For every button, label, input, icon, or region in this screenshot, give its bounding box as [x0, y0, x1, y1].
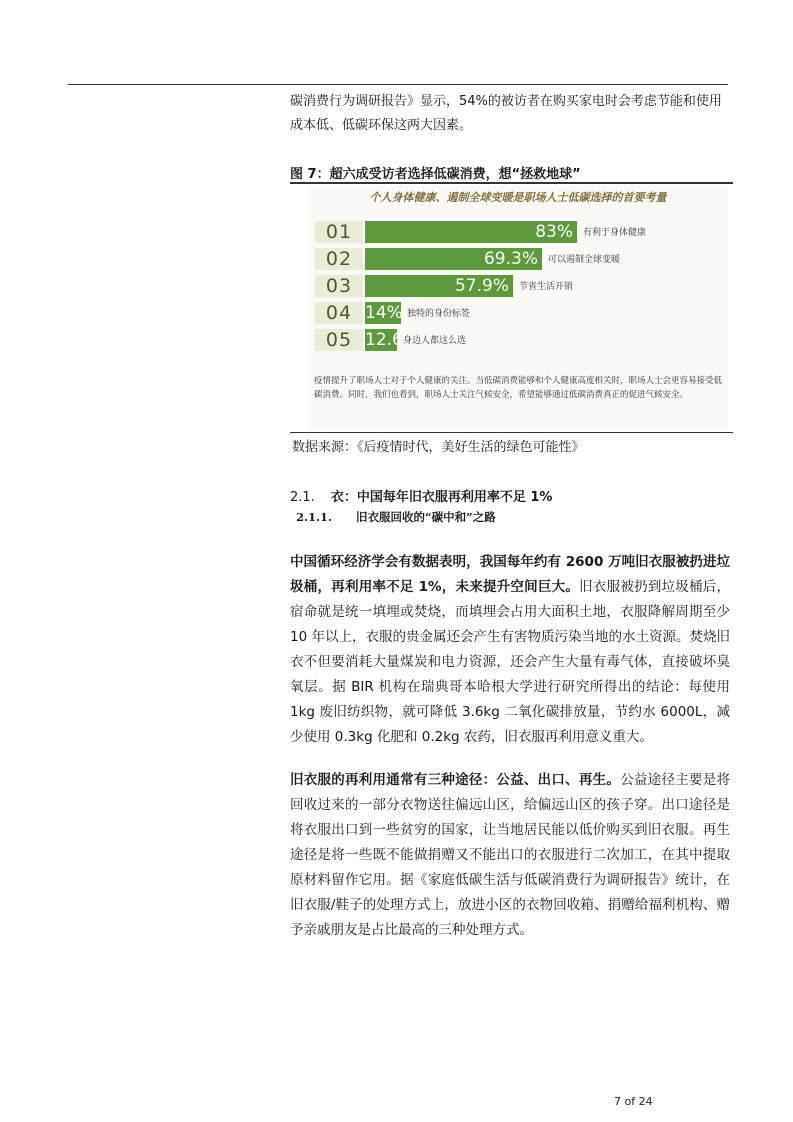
chart-category-label: 04: [315, 302, 363, 324]
figure-top-rule: [290, 182, 733, 184]
intro-paragraph: 碳消费行为调研报告》显示，54%的被访者在购买家电时会考虑节能和使用成本低、低碳环保这两大因素。: [290, 94, 722, 133]
chart-bar: 69.3%: [365, 248, 542, 270]
chart-bar-label: 有利于身体健康: [583, 228, 647, 238]
figure-source: 数据来源：《后疫情时代，美好生活的绿色可能性》: [292, 440, 585, 455]
figure-chart: [308, 186, 728, 430]
figure-bottom-rule: [290, 432, 733, 433]
body-paragraph-1: [290, 550, 730, 750]
chart-category-label: 03: [315, 275, 363, 297]
subsection-number: 2.1.1.: [296, 510, 333, 524]
chart-bar-label: 独特的身份标签: [407, 309, 471, 319]
chart-bar-label: 可以遏制全球变暖: [548, 255, 621, 265]
section-heading: [290, 486, 552, 505]
header-rule: [68, 84, 728, 85]
section-number: 2.1.: [290, 490, 315, 505]
figure-note: 疫情提升了职场人士对于个人健康的关注。当低碳消费能够和个人健康高度相关时，职场人士会更容易接受低碳消费。同时，我们也看到，职场人士关注气候安全，希望能够通过低碳消费真正的促进气候安全。: [314, 376, 723, 400]
para1-rest: 旧衣服被扔到垃圾桶后，宿命就是统一填埋或焚烧，而填埋会占用大面积土地，衣服降解周期至少 10 年以上，衣服的贵金属还会产生有害物质污染当地的水土资源。焚烧旧衣不但要消耗大量煤炭和电力资源，还会产生大量有毒气体，直接破坏臭氧层。据 BIR 机构在瑞典哥本哈根大学进行研究所得出的结论：每使用 1kg 废旧纺织物，就可降低 3.6kg 二氧化碳排放量，节约水 6000L，减少使用 0.3kg 化肥和 0.2kg 农药，旧衣服再利用意义重大。: [290, 579, 731, 745]
page-number: 7 of 24: [614, 1095, 653, 1108]
para2-bold: 旧衣服的再利用通常有三种途径：公益、出口、再生。: [290, 772, 621, 788]
chart-bar-row: [315, 221, 725, 243]
body-paragraph-2: [290, 768, 730, 943]
chart-bar: 83%: [365, 221, 577, 243]
figure-title: 图 7：超六成受访者选择低碳消费，想“拯救地球”: [290, 167, 581, 182]
chart-bar-label: 节省生活开销: [519, 282, 574, 292]
subsection-title: 旧衣服回收的“碳中和”之路: [356, 510, 496, 524]
chart-bar: 57.9%: [365, 275, 513, 297]
chart-subtitle: 个人身体健康、遏制全球变暖是职场人士低碳选择的首要考量: [369, 191, 667, 204]
chart-bar: 14%: [365, 303, 403, 323]
para2-rest: 公益途径主要是将回收过来的一部分衣物送往偏远山区，给偏远山区的孩子穿。出口途径是将衣服出口到一些贫穷的国家，让当地居民能以低价购买到旧衣服。再生途径是将一些既不能做捐赠又不能出口的衣服进行二次加工，在其中提取原材料留作它用。据《家庭低碳生活与低碳消费行为调研报告》统计，在旧衣服/鞋子的处理方式上，放进小区的衣物回收箱、捐赠给福利机构、赠予亲戚朋友是占比最高的三种处理方式。: [290, 772, 731, 938]
chart-bar-label: 身边人都这么选: [403, 336, 467, 346]
chart-bar-row: [315, 275, 725, 297]
section-title: 衣：中国每年旧衣服再利用率不足 1%: [330, 490, 553, 505]
chart-bar-row: [315, 329, 725, 351]
chart-category-label: 05: [315, 329, 363, 351]
subsection-heading: [296, 509, 496, 525]
chart-bar-row: [315, 248, 725, 270]
para1-bold: 中国循环经济学会有数据表明，我国每年约有 2600 万吨旧衣服被扔进垃圾桶，再利用率不足 1%，未来提升空间巨大。: [290, 554, 730, 595]
chart-bar: 12.6%: [365, 330, 420, 350]
chart-bar-row: [315, 302, 725, 324]
chart-category-label: 02: [315, 248, 363, 270]
chart-category-label: 01: [315, 221, 363, 243]
